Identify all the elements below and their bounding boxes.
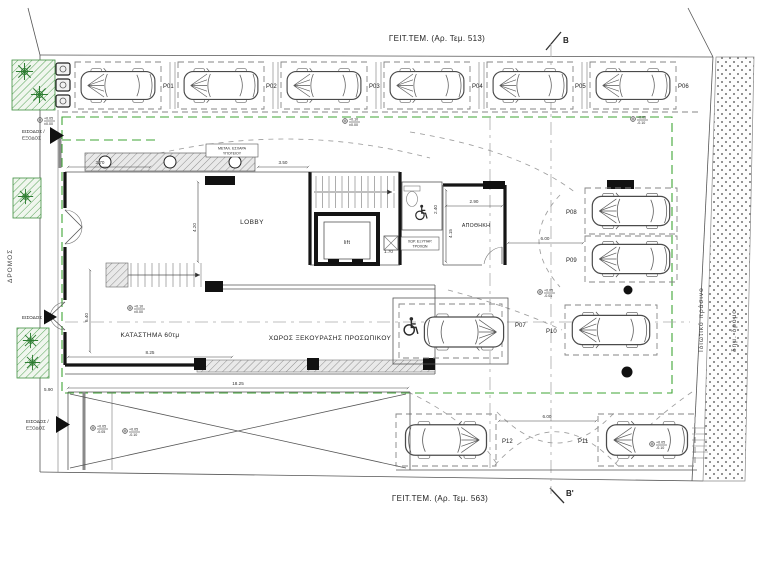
- level-marker: [343, 118, 360, 128]
- svg-text:-0.05: -0.05: [97, 430, 106, 434]
- svg-text:ΕΙΣΟΔΟΣ /: ΕΙΣΟΔΟΣ /: [26, 419, 49, 424]
- public-road-strip: [703, 57, 754, 481]
- level-marker: [538, 289, 555, 299]
- car-icon: [592, 241, 669, 277]
- spot-label: P07: [515, 323, 526, 329]
- svg-text:ΥΠΟΓΕΙΟΥ: ΥΠΟΓΕΙΟΥ: [222, 151, 242, 156]
- spot-label: P03: [369, 84, 380, 90]
- svg-text:3.50: 3.50: [278, 160, 288, 165]
- svg-text:-0.10: -0.10: [656, 446, 665, 450]
- entrance-bottom-left: [26, 416, 70, 433]
- car-icon: [572, 312, 649, 348]
- svg-text:B': B': [566, 489, 574, 498]
- spot-label: P01: [163, 84, 174, 90]
- car-icon: [424, 314, 503, 351]
- column: [205, 176, 235, 185]
- column: [164, 156, 176, 168]
- level-marker: [128, 305, 145, 315]
- svg-text:ΧΩΡ. ΕΞΥΠΗΡ.: ΧΩΡ. ΕΞΥΠΗΡ.: [407, 239, 433, 244]
- tree-icon: [31, 86, 48, 103]
- level-marker: [631, 116, 648, 126]
- wheelchair-icon: [404, 317, 418, 335]
- parking-spot-p10: [546, 305, 657, 355]
- svg-text:ΕΞΟΔΟΣ: ΕΞΟΔΟΣ: [26, 425, 45, 431]
- svg-text:ΜΕΤΑΛ. ΕΣΧΑΡΑ: ΜΕΤΑΛ. ΕΣΧΑΡΑ: [217, 146, 247, 151]
- svg-text:+0.05: +0.05: [544, 288, 554, 293]
- svg-text:18.25: 18.25: [232, 381, 244, 386]
- storage-room: [443, 181, 505, 265]
- spot-label: P08: [566, 210, 577, 216]
- spot-label: P05: [575, 84, 586, 90]
- svg-text:ΕΙΣΟΔΟΣ /: ΕΙΣΟΔΟΣ /: [22, 129, 45, 134]
- parking-spot-p05: [487, 62, 586, 109]
- parking-spot-p08: [566, 188, 677, 234]
- spot-label: P06: [678, 84, 689, 90]
- tree-icon: [23, 333, 38, 348]
- spot-label: P09: [566, 258, 577, 264]
- tree-icon: [25, 355, 40, 370]
- car-icon: [81, 68, 155, 102]
- car-icon: [390, 68, 464, 102]
- column: [205, 281, 223, 292]
- svg-text:-0.10: -0.10: [637, 121, 646, 125]
- svg-text:+0.05: +0.05: [97, 424, 107, 429]
- car-icon: [184, 68, 258, 102]
- lift-label: lift: [343, 240, 351, 246]
- svg-text:+0.10: +0.10: [134, 304, 144, 309]
- staff-area-label: ΧΩΡΟΣ ΞΕΚΟΥΡΑΣΗΣ ΠΡΟΣΩΠΙΚΟΥ: [268, 335, 392, 342]
- svg-text:ΤΡΟΧΩΝ: ΤΡΟΧΩΝ: [412, 244, 428, 249]
- svg-text:-0.05: -0.05: [544, 294, 553, 298]
- lobby-double-door: [65, 210, 82, 244]
- storage-label: ΑΠΟΘΗΚΗ: [461, 223, 491, 229]
- svg-text:+0.05: +0.05: [44, 116, 54, 121]
- svg-text:8.25: 8.25: [145, 350, 155, 355]
- building: [50, 136, 634, 374]
- column: [622, 367, 633, 378]
- svg-text:5.90: 5.90: [44, 387, 53, 392]
- column: [624, 286, 633, 295]
- parking-spot-p04: [384, 62, 483, 109]
- spot-label: P11: [578, 439, 589, 445]
- column: [483, 181, 505, 189]
- svg-text:±0.00: ±0.00: [44, 122, 53, 126]
- svg-text:+0.05: +0.05: [129, 427, 139, 432]
- svg-text:6.00: 6.00: [542, 414, 552, 419]
- column: [229, 156, 241, 168]
- parking-spot-p02: [178, 62, 277, 109]
- parking-spot-p12: [396, 414, 513, 466]
- svg-text:4.15: 4.15: [448, 229, 453, 238]
- entrance-arrow-icon: [50, 127, 64, 144]
- bottom-parcel-label: ΓΕΙΤ.ΤΕΜ. (Αρ. Τεμ. 563): [391, 494, 489, 503]
- svg-text:ΕΞΟΔΟΣ: ΕΞΟΔΟΣ: [22, 135, 41, 141]
- svg-text:+0.05: +0.05: [656, 440, 666, 445]
- wc-note: [401, 237, 439, 250]
- column: [307, 358, 319, 370]
- svg-text:+0.10: +0.10: [349, 117, 359, 122]
- column: [194, 358, 206, 370]
- parking-spot-p03: [281, 62, 380, 109]
- svg-text:-0.10: -0.10: [129, 433, 138, 437]
- canopy-note: [206, 144, 258, 157]
- private-green-label: Ιδιωτικό πράσινο: [698, 287, 705, 352]
- dimensions: [44, 160, 596, 421]
- tree-icon: [18, 189, 33, 204]
- car-icon: [592, 193, 669, 229]
- svg-text:+0.05: +0.05: [637, 115, 647, 120]
- level-marker: [123, 428, 140, 438]
- car-icon: [493, 68, 567, 102]
- planting-beds: [12, 60, 55, 378]
- spot-label: P04: [472, 84, 483, 90]
- ramp-area: [68, 392, 410, 470]
- parking-spot-p11: [578, 414, 695, 466]
- parking-spot-p01: [75, 62, 174, 109]
- elevator: [316, 214, 378, 264]
- toilet-icon: [404, 186, 420, 191]
- svg-text:±0.00: ±0.00: [349, 123, 358, 127]
- shop-label: ΚΑΤΑΣΤΗΜΑ 60τμ: [120, 332, 180, 339]
- svg-text:3.70: 3.70: [95, 160, 105, 165]
- left-street-label: ΔΡΟΜΟΣ: [7, 248, 14, 283]
- entrance-shop: [22, 310, 57, 325]
- svg-text:±0.00: ±0.00: [134, 310, 143, 314]
- spot-label: P12: [502, 439, 513, 445]
- svg-text:2.90: 2.90: [469, 199, 479, 204]
- section-marker-top: [546, 32, 569, 50]
- top-parcel-label: ΓΕΙΤ.ΤΕΜ. (Αρ. Τεμ. 513): [388, 34, 486, 43]
- svg-text:2.40: 2.40: [433, 205, 438, 214]
- wheelchair-icon: [416, 205, 427, 220]
- spot-label: P02: [266, 84, 277, 90]
- car-icon: [596, 68, 670, 102]
- svg-text:6.00: 6.00: [540, 236, 550, 241]
- tree-icon: [16, 63, 33, 80]
- parking-row-top: [75, 62, 689, 109]
- parking-spot-p06: [590, 62, 689, 109]
- public-road-label: δημ. δρόμο: [731, 309, 738, 352]
- lobby-label: LOBBY: [240, 219, 264, 226]
- spot-label: P10: [546, 329, 557, 335]
- svg-text:6.40: 6.40: [84, 313, 89, 322]
- section-marker-bottom: [550, 488, 574, 503]
- utility-meter-boxes: [56, 63, 70, 107]
- car-icon: [607, 421, 688, 459]
- basement-stair: [106, 263, 435, 374]
- car-icon: [406, 421, 487, 459]
- svg-text:1.70: 1.70: [384, 249, 393, 254]
- svg-text:ΕΙΣΟΔΟΣ: ΕΙΣΟΔΟΣ: [22, 315, 43, 320]
- svg-text:B: B: [563, 36, 569, 45]
- duct-shaft: [384, 236, 398, 250]
- level-marker: [91, 425, 108, 435]
- car-icon: [287, 68, 361, 102]
- svg-text:4.20: 4.20: [192, 223, 197, 232]
